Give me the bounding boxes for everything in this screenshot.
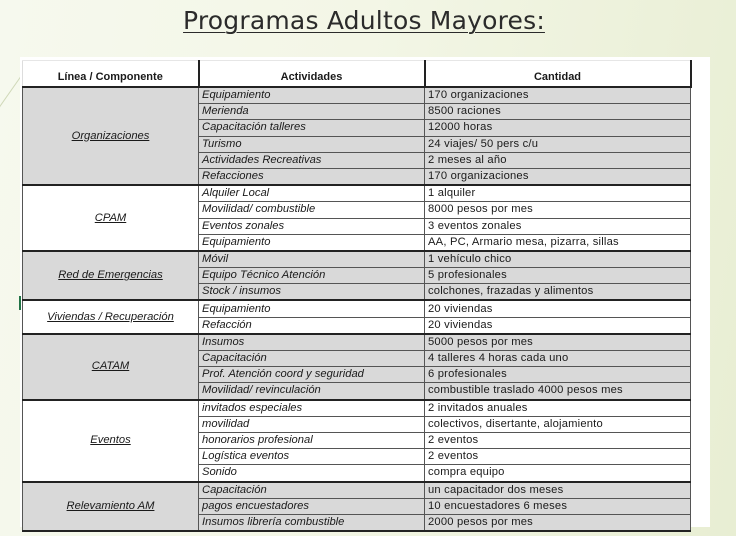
quantity-cell: 2 invitados anuales [425, 400, 691, 417]
quantity-cell: 3 eventos zonales [425, 218, 691, 234]
component-cell: Eventos [23, 400, 199, 482]
activity-cell: Turismo [199, 136, 425, 152]
activity-cell: Merienda [199, 104, 425, 120]
activity-cell: invitados especiales [199, 400, 425, 417]
component-cell: Organizaciones [23, 87, 199, 185]
quantity-cell: 170 organizaciones [425, 168, 691, 185]
activity-cell: Equipamiento [199, 300, 425, 317]
activity-cell: movilidad [199, 416, 425, 432]
quantity-cell: 170 organizaciones [425, 87, 691, 104]
activity-cell: Logística eventos [199, 449, 425, 465]
quantity-cell: colectivos, disertante, alojamiento [425, 416, 691, 432]
table-row [23, 400, 691, 417]
quantity-cell: 4 talleres 4 horas cada uno [425, 351, 691, 367]
table-row [23, 251, 691, 268]
quantity-cell: AA, PC, Armario mesa, pizarra, sillas [425, 234, 691, 251]
programs-table [22, 60, 692, 532]
header-cantidad: Cantidad [425, 61, 691, 88]
table-row [23, 334, 691, 351]
slide-title-text: Programas Adultos Mayores: [183, 6, 545, 35]
quantity-cell: 24 viajes/ 50 pers c/u [425, 136, 691, 152]
activity-cell: Movilidad/ revinculación [199, 383, 425, 400]
quantity-cell: 20 viviendas [425, 317, 691, 334]
activity-cell: Capacitación [199, 351, 425, 367]
activity-cell: honorarios profesional [199, 432, 425, 448]
header-actividades: Actividades [199, 61, 425, 88]
quantity-cell: 1 alquiler [425, 185, 691, 202]
table-row [23, 482, 691, 499]
quantity-cell: 12000 horas [425, 120, 691, 136]
activity-cell: Móvil [199, 251, 425, 268]
quantity-cell: 10 encuestadores 6 meses [425, 498, 691, 514]
quantity-cell: 2 eventos [425, 432, 691, 448]
quantity-cell: 2000 pesos por mes [425, 514, 691, 531]
quantity-cell: 6 profesionales [425, 367, 691, 383]
activity-cell: Stock / insumos [199, 284, 425, 301]
table-row [23, 185, 691, 202]
component-cell: CATAM [23, 334, 199, 400]
activity-cell: Eventos zonales [199, 218, 425, 234]
quantity-cell: 5000 pesos por mes [425, 334, 691, 351]
activity-cell: Movilidad/ combustible [199, 202, 425, 218]
quantity-cell: 8000 pesos por mes [425, 202, 691, 218]
activity-cell: Refacciones [199, 168, 425, 185]
activity-cell: Equipo Técnico Atención [199, 268, 425, 284]
activity-cell: Capacitación talleres [199, 120, 425, 136]
quantity-cell: compra equipo [425, 465, 691, 482]
activity-cell: Insumos [199, 334, 425, 351]
activity-cell: Equipamiento [199, 87, 425, 104]
selected-cell-marker [19, 296, 21, 310]
activity-cell: Refacción [199, 317, 425, 334]
quantity-cell: combustible traslado 4000 pesos mes [425, 383, 691, 400]
component-cell: Relevamiento AM [23, 482, 199, 532]
activity-cell: Equipamiento [199, 234, 425, 251]
component-cell: Red de Emergencias [23, 251, 199, 301]
component-cell: Viviendas / Recuperación [23, 300, 199, 333]
table-body [23, 87, 691, 531]
table-header-row [23, 61, 691, 88]
activity-cell: Capacitación [199, 482, 425, 499]
table-row [23, 300, 691, 317]
activity-cell: pagos encuestadores [199, 498, 425, 514]
activity-cell: Sonido [199, 465, 425, 482]
activity-cell: Insumos librería combustible [199, 514, 425, 531]
quantity-cell: un capacitador dos meses [425, 482, 691, 499]
quantity-cell: 2 eventos [425, 449, 691, 465]
quantity-cell: 5 profesionales [425, 268, 691, 284]
header-linea-componente: Línea / Componente [23, 61, 199, 88]
activity-cell: Alquiler Local [199, 185, 425, 202]
slide-title [0, 6, 736, 35]
quantity-cell: 8500 raciones [425, 104, 691, 120]
quantity-cell: colchones, frazadas y alimentos [425, 284, 691, 301]
activity-cell: Actividades Recreativas [199, 152, 425, 168]
quantity-cell: 2 meses al año [425, 152, 691, 168]
quantity-cell: 20 viviendas [425, 300, 691, 317]
quantity-cell: 1 vehículo chico [425, 251, 691, 268]
activity-cell: Prof. Atención coord y seguridad [199, 367, 425, 383]
component-cell: CPAM [23, 185, 199, 251]
table-row [23, 87, 691, 104]
